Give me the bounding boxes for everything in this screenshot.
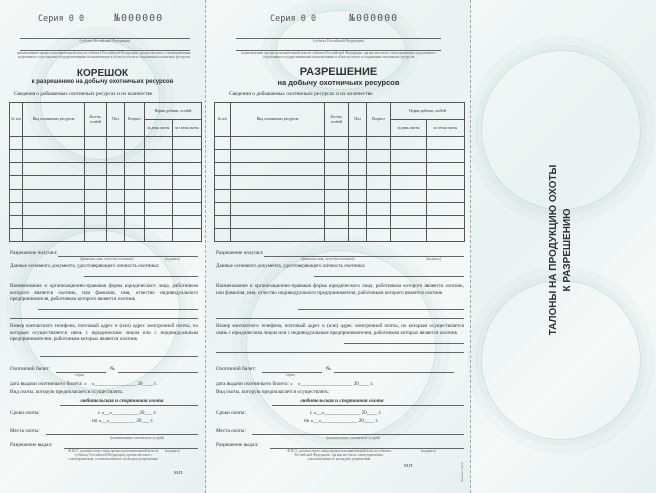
permit-subject-caption: (субъект Российской Федерации) bbox=[313, 39, 364, 43]
coupons-title bbox=[547, 120, 575, 380]
stub-footer: Ф.И.О. должностного лица органа исполнительной власти субъекта Российской Федерации, органа местного самоуправления, уполномоченного на выдачу разрешения bbox=[68, 449, 158, 461]
permit-table-caption: Сведения о добываемых охотничьих ресурсах и их количестве bbox=[229, 91, 373, 97]
stub-issued-by-label: Разрешение выдал: bbox=[10, 442, 53, 448]
permit-side-code: Линия отреза bbox=[460, 461, 465, 483]
permit-subtitle: на добычу охотничьих ресурсов bbox=[277, 78, 400, 87]
permit-contact-label: Номер контактного телефона, почтовый адрес и (или) адрес электронной почты, по которым осуществляется связь с юридическим лицом или с индивидуальным предпринимателем, работником которых является охотник bbox=[216, 323, 464, 336]
permit-to: по «__»______________ 20____ г. bbox=[304, 418, 379, 424]
stub-table-caption: Сведения о добываемых охотничьих ресурсах и их количестве bbox=[14, 91, 153, 97]
permit-ticket-series-caption: серия bbox=[286, 373, 295, 377]
stub-mp: М.П. bbox=[174, 470, 184, 475]
permit-title: РАЗРЕШЕНИЕ bbox=[299, 66, 378, 78]
permit-footer: Ф.И.О. должностного лица органа исполнительной власти субъекта Российской Федерации, органа местного самоуправления, уполномоченного на выдачу разрешения bbox=[287, 449, 391, 461]
permit-places-label: Места охоты: bbox=[216, 428, 246, 434]
stub-to: по «__»__________ 20___ г. bbox=[92, 418, 154, 424]
permit-resources-table: № п/п Вид охотничьих ресурсов Кол-во, особей Пол Возраст Норма добычи, особей за день охоты за сезон охоты bbox=[214, 102, 465, 242]
coupons-panel bbox=[470, 0, 656, 493]
permit-doc-label: Данные основного документа, удостоверяющего личность охотника: bbox=[216, 263, 366, 269]
stub-contact-label: Номер контактного телефона, почтовый адрес и (или) адрес электронной почты, по которым осуществляется связь с юридическим лицом или с индивидуальным предпринимателем, работником которых является охотник bbox=[10, 323, 198, 343]
stub-subject-caption: (субъект Российской Федерации) bbox=[79, 39, 131, 43]
permit-ticket-no: № bbox=[326, 366, 331, 372]
stub-hunt-kind-label: Вид охоты, которую предполагается осуществлять: bbox=[10, 389, 124, 395]
permit-issued-sign-caption: (подпись) bbox=[421, 449, 436, 453]
permit-issue-date: дата выдачи охотничьего билета: « »____________________ 20____ г. bbox=[216, 381, 374, 387]
stub-org-label: Наименование и организационно-правовая форма юридического лица, работником которого является охотник, или фамилия, имя, отчество индивидуального предпринимателя, работником которого является охотник bbox=[10, 283, 198, 303]
stub-hunt-dates-label: Сроки охоты: bbox=[10, 410, 40, 416]
stub-issue-date: дата выдачи охотничьего билета: « »________________ 20____ г. bbox=[10, 381, 158, 387]
permit-number: №000000 bbox=[349, 13, 399, 24]
stub-ticket-no: № bbox=[110, 366, 115, 372]
permit-authority-caption: наименование органа исполнительной власти субъекта Российской Федерации, органа местного самоуправления, наделенного отдельными государственными полномочиями в области охоты и сохранения охотничьих ресурсов bbox=[241, 51, 436, 59]
permit-hunt-kind-value: любительская и спортивная охота bbox=[300, 398, 384, 404]
permit-panel bbox=[205, 0, 470, 493]
stub-doc-label: Данные основного документа, удостоверяющего личность охотника: bbox=[10, 263, 160, 269]
permit-mp: М.П. bbox=[404, 463, 414, 468]
stub-resources-table: № п/п Вид охотничьих ресурсов Кол-во, особей Пол Возраст Норма добычи, особей за день охоты за сезон охоты bbox=[9, 102, 202, 242]
permit-ticket-label: Охотничий билет: bbox=[216, 366, 256, 372]
stub-ticket-series-caption: серия bbox=[75, 373, 84, 377]
permit-received-caption-sign: (подпись) bbox=[426, 257, 441, 261]
stub-places-caption: (наименование охотничьих угодий) bbox=[110, 436, 165, 440]
coupons-title-line2: К РАЗРЕШЕНИЮ bbox=[562, 208, 573, 292]
coupons-title-line1: ТАЛОНЫ НА ПРОДУКЦИЮ ОХОТЫ bbox=[548, 164, 559, 336]
stub-authority-caption: наименование органа исполнительной власти субъекта Российской Федерации, органа местного самоуправления, наделенного отдельными государственными полномочиями в области охоты и сохранения охотничьих ресурсов bbox=[16, 51, 192, 59]
stub-panel bbox=[0, 0, 205, 493]
permit-issued-by-label: Разрешение выдал: bbox=[216, 442, 259, 448]
permit-series: Серия 0 0 bbox=[270, 14, 317, 24]
permit-org-label: Наименование и организационно-правовая форма юридического лица, работником которого является охотник, или фамилия, имя, отчество индивидуального предпринимателя, работником которого является охотник bbox=[216, 283, 464, 296]
stub-hunt-kind-value: любительская и спортивная охота bbox=[80, 398, 164, 404]
stub-received-caption-name: (фамилия, имя, отчество охотника) bbox=[80, 257, 134, 261]
stub-from: с «__»__________ 20___ г. bbox=[98, 410, 157, 416]
stub-places-label: Места охоты: bbox=[10, 428, 40, 434]
permit-received-caption-name: (фамилия, имя, отчество охотника) bbox=[301, 257, 355, 261]
stub-subtitle: к разрешению на добычу охотничьих ресурсов bbox=[31, 79, 174, 85]
permit-received-label: Разрешение получил: bbox=[216, 250, 264, 256]
permit-places-caption: (наименование охотничьих угодий) bbox=[326, 436, 381, 440]
stub-title: КОРЕШОК bbox=[76, 68, 129, 79]
stub-series: Серия 0 0 bbox=[38, 14, 85, 24]
permit-hunt-kind-label: Вид охоты, которую предполагается осуществлять: bbox=[216, 389, 330, 395]
stub-received-label: Разрешение получил: bbox=[10, 250, 58, 256]
permit-from: с «__»______________ 20____ г. bbox=[310, 410, 382, 416]
stub-received-caption-sign: (подпись) bbox=[165, 257, 180, 261]
stub-ticket-label: Охотничий билет: bbox=[10, 366, 50, 372]
stub-issued-sign-caption: (подпись) bbox=[165, 449, 180, 453]
permit-hunt-dates-label: Сроки охоты: bbox=[216, 410, 246, 416]
stub-number: №000000 bbox=[114, 13, 164, 24]
